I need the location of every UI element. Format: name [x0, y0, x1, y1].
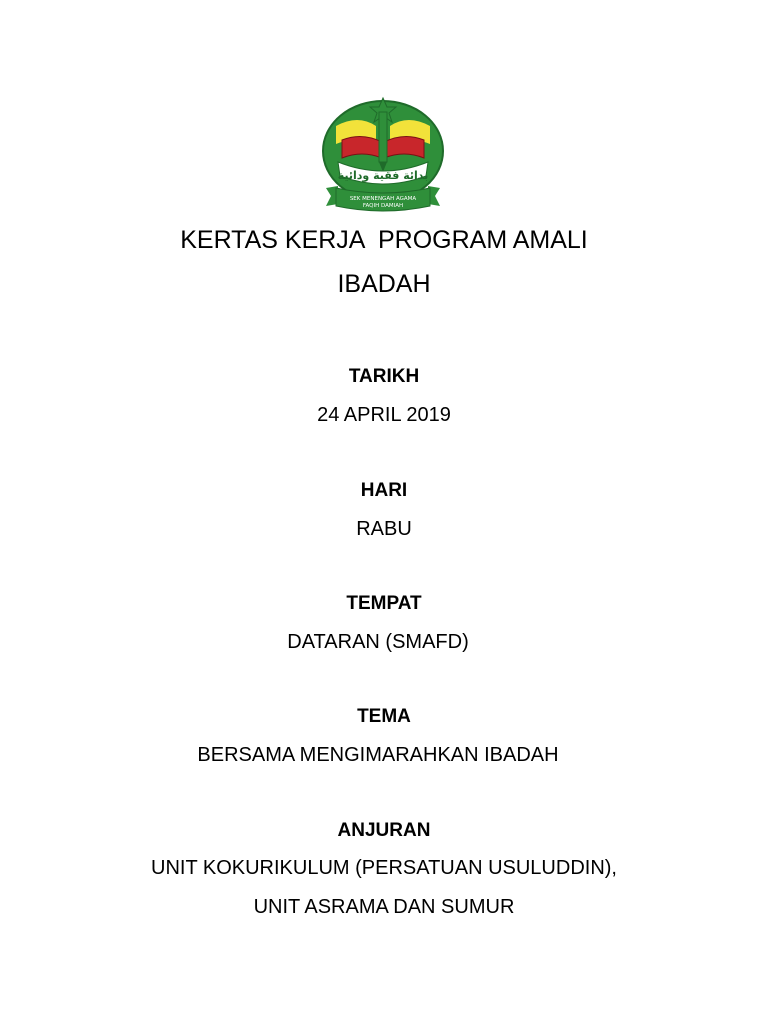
- section-value-anjuran-line2: UNIT ASRAMA DAN SUMUR: [253, 896, 515, 918]
- section-value-tarikh: 24 APRIL 2019: [317, 404, 451, 426]
- section-value-anjuran-line1: UNIT KOKURIKULUM (PERSATUAN USULUDDIN),: [151, 857, 617, 879]
- section-value-tema: BERSAMA MENGIMARAHKAN IBADAH: [197, 744, 559, 766]
- banner-text-line1: SEK MENENGAH AGAMA: [349, 196, 417, 202]
- section-label-hari: HARI: [360, 480, 408, 501]
- section-label-tempat: TEMPAT: [346, 593, 422, 614]
- section-label-tema: TEMA: [357, 706, 411, 727]
- school-crest-icon: [318, 96, 448, 216]
- document-title-line2: IBADAH: [337, 270, 431, 298]
- section-label-tarikh: TARIKH: [348, 366, 420, 387]
- banner-text-line2: FAQIH DAMIAH: [362, 203, 404, 209]
- section-value-tempat: DATARAN (SMAFD): [287, 631, 469, 653]
- document-title-line1: KERTAS KERJA PROGRAM AMALI: [180, 226, 588, 254]
- section-label-anjuran: ANJURAN: [337, 820, 431, 841]
- section-value-hari: RABU: [356, 518, 412, 540]
- arabic-motto: بدائة فقية ودائية: [337, 169, 429, 182]
